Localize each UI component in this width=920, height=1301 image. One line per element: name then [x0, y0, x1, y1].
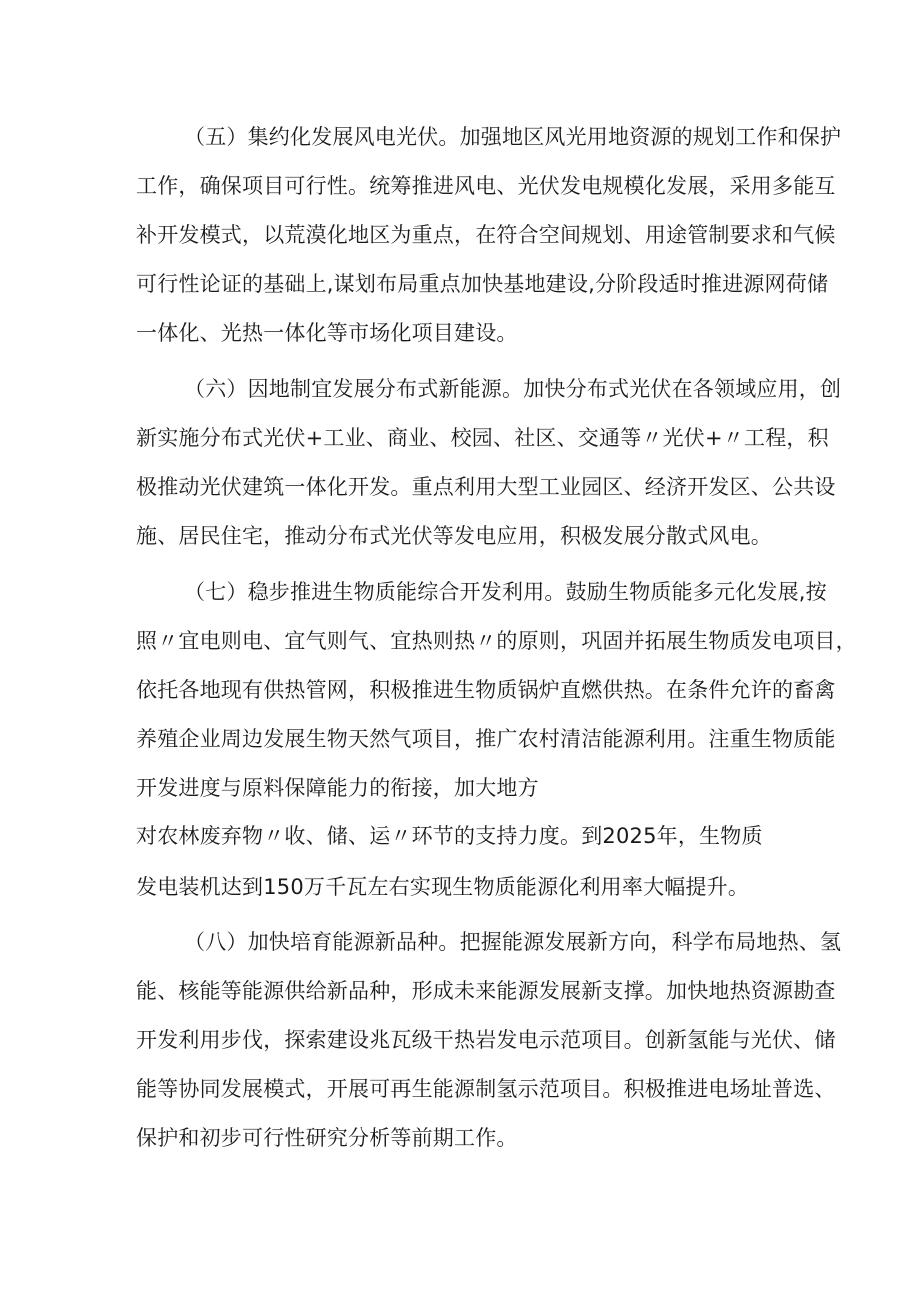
text-line: 可行性论证的基础上,谋划布局重点加快基地建设,分阶段适时推进源网荷储	[136, 272, 829, 296]
text-line: 照〃宜电则电、宜气则气、宜热则热〃的原则，巩固并拓展生物质发电项目，	[136, 629, 857, 653]
text-line: 一体化、光热一体化等市场化项目建设。	[136, 321, 518, 345]
text-line: （七）稳步推进生物质能综合开发利用。鼓励生物质能多元化发展,按	[184, 580, 827, 604]
text-line: 开发利用步伐，探索建设兆瓦级干热岩发电示范项目。创新氢能与光伏、储	[136, 1028, 836, 1052]
text-line: 保护和初步可行性研究分析等前期工作。	[136, 1126, 518, 1150]
text-line: 新实施分布式光伏+工业、商业、校园、社区、交通等〃光伏+〃工程，积	[136, 426, 829, 450]
text-line: 能等协同发展模式，开展可再生能源制氢示范项目。积极推进电场址普选、	[136, 1077, 836, 1101]
text-line: （六）因地制宜发展分布式新能源。加快分布式光伏在各领域应用，创	[184, 377, 842, 401]
text-line: （八）加快培育能源新品种。把握能源发展新方向，科学布局地热、氢	[184, 930, 842, 954]
text-line: 能、核能等能源供给新品种，形成未来能源发展新支撑。加快地热资源勘查	[136, 979, 836, 1003]
text-line: （五）集约化发展风电光伏。加强地区风光用地资源的规划工作和保护	[184, 125, 842, 149]
text-line: 极推动光伏建筑一体化开发。重点利用大型工业园区、经济开发区、公共设	[136, 475, 836, 499]
text-line: 对农林废弃物〃收、储、运〃环节的支持力度。到2025年，生物质	[136, 824, 763, 848]
text-line: 依托各地现有供热管网，积极推进生物质锅炉直燃供热。在条件允许的畜禽	[136, 678, 836, 702]
text-line: 施、居民住宅，推动分布式光伏等发电应用，积极发展分散式风电。	[136, 524, 772, 548]
text-line: 工作，确保项目可行性。统筹推进风电、光伏发电规模化发展，采用多能互	[136, 174, 836, 198]
text-line: 发电装机达到150万千瓦左右实现生物质能源化利用率大幅提升。	[136, 875, 750, 899]
text-line: 养殖企业周边发展生物天然气项目，推广农村清洁能源利用。注重生物质能	[136, 727, 836, 751]
text-line: 开发进度与原料保障能力的衔接，加大地方	[136, 776, 539, 800]
text-line: 补开发模式，以荒漠化地区为重点，在符合空间规划、用途管制要求和气候	[136, 223, 836, 247]
